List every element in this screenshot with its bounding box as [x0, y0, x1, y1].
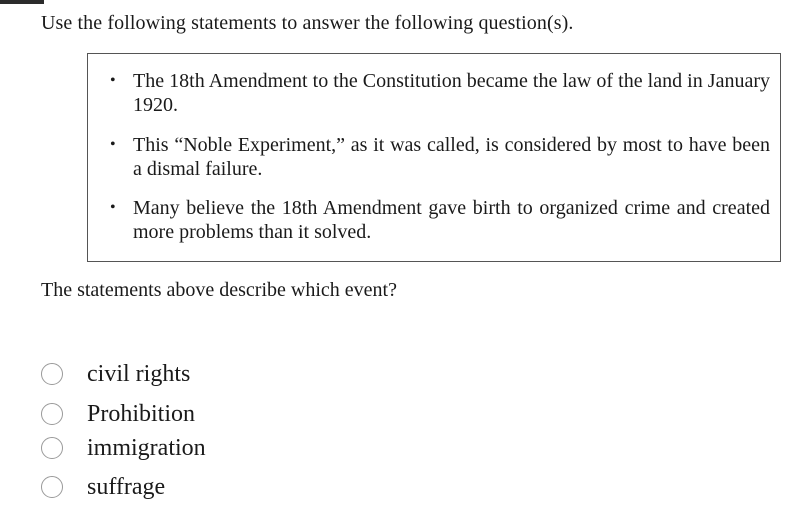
option-label[interactable]: immigration [87, 435, 206, 461]
corner-tab [0, 0, 44, 4]
statement-text: Many believe the 18th Amendment gave birth to organized crime and created more problems than it solved. [133, 197, 770, 243]
radio-button[interactable] [41, 403, 63, 425]
option-civil-rights[interactable] [41, 357, 341, 391]
bullet-icon: • [110, 72, 116, 89]
option-label[interactable]: Prohibition [87, 401, 196, 427]
question-text: The statements above describe which event? [41, 279, 397, 301]
statement-item [110, 196, 770, 244]
option-label[interactable]: civil rights [87, 361, 191, 387]
radio-button[interactable] [41, 363, 63, 385]
option-prohibition[interactable] [41, 397, 341, 431]
statement-item [110, 69, 770, 117]
instruction-text: Use the following statements to answer the following question(s). [41, 12, 574, 34]
bullet-icon: • [110, 199, 116, 216]
statement-text: This “Noble Experiment,” as it was called, is considered by most to have been a dismal failure. [133, 134, 770, 180]
radio-button[interactable] [41, 437, 63, 459]
statement-box [87, 53, 781, 262]
statement-item [110, 133, 770, 181]
bullet-icon: • [110, 136, 116, 153]
option-suffrage[interactable] [41, 470, 341, 504]
option-label[interactable]: suffrage [87, 474, 166, 500]
option-immigration[interactable] [41, 431, 341, 465]
radio-button[interactable] [41, 476, 63, 498]
statement-text: The 18th Amendment to the Constitution became the law of the land in January 1920. [133, 70, 770, 116]
